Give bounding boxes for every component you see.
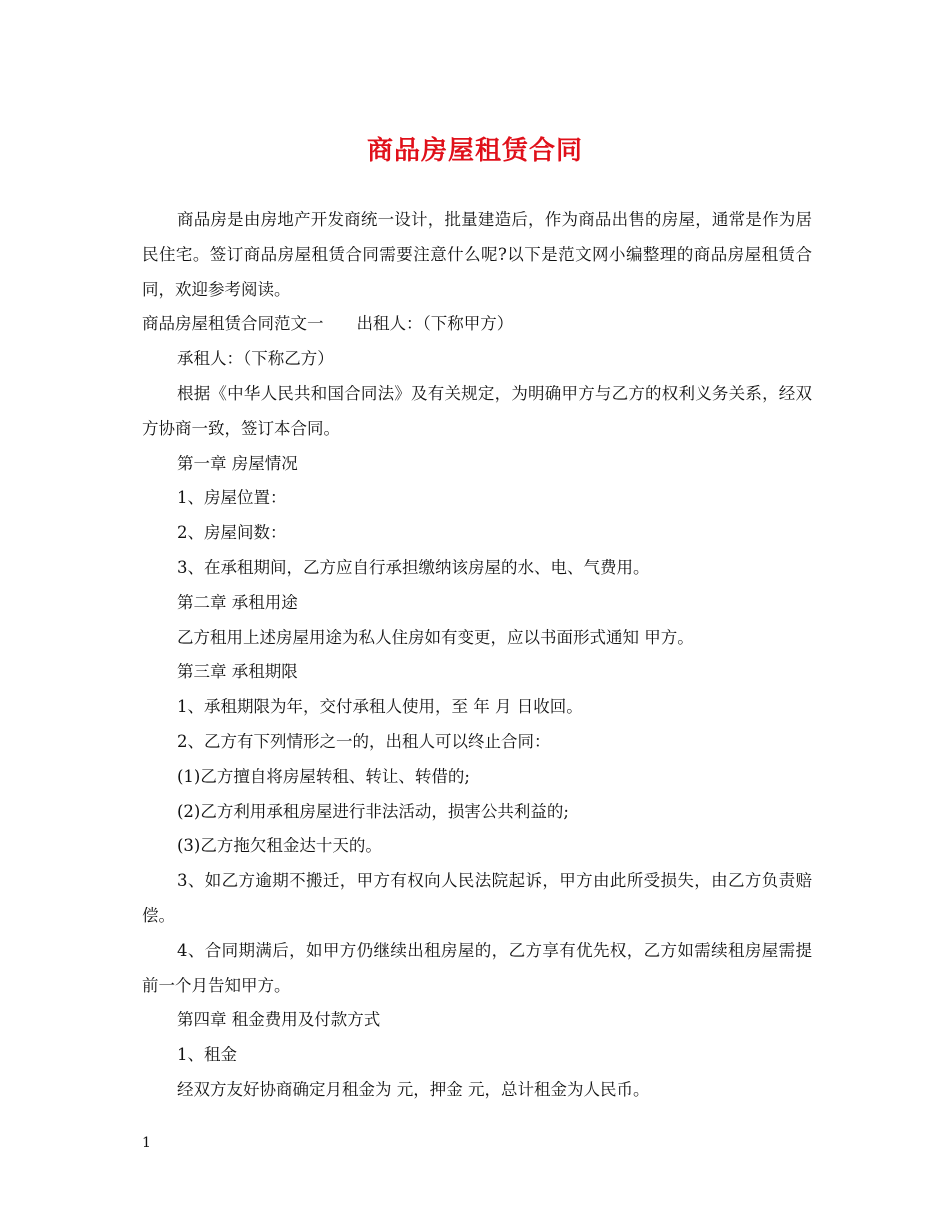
document-body (142, 203, 812, 1108)
clause-3-2-item-1: (1)乙方擅自将房屋转租、转让、转借的; (177, 766, 470, 786)
intro-paragraph: 商品房是由房地产开发商统一设计，批量建造后，作为商品出售的房屋，通常是作为居民住宅。签订商品房屋租赁合同需要注意什么呢?以下是范文网小编整理的商品房屋租赁合同，欢迎参考阅读。 (142, 210, 812, 299)
page-number: 1 (142, 1135, 151, 1151)
chapter-4-heading: 第四章 租金费用及付款方式 (177, 1010, 381, 1030)
chapter-3-heading: 第三章 承租期限 (177, 662, 298, 682)
clause-3-1: 1、承租期限为年，交付承租人使用，至 年 月 日收回。 (177, 697, 583, 717)
clause-1-1: 1、房屋位置： (177, 488, 287, 508)
chapter-2-heading: 第二章 承租用途 (177, 592, 298, 612)
clause-1-2: 2、房屋间数： (177, 523, 287, 543)
document-title: 商品房屋租赁合同 (366, 136, 583, 166)
clause-3-2: 2、乙方有下列情形之一的，出租人可以终止合同： (177, 731, 551, 751)
sample-heading-lessor: 商品房屋租赁合同范文一 出租人：（下称甲方） (142, 314, 514, 334)
clause-3-2-item-2: (2)乙方利用承租房屋进行非法活动，损害公共利益的; (177, 801, 569, 821)
basis-paragraph: 根据《中华人民共和国合同法》及有关规定，为明确甲方与乙方的权利义务关系，经双方协商一致，签订本合同。 (142, 383, 812, 438)
chapter-1-heading: 第一章 房屋情况 (177, 453, 298, 473)
clause-1-3: 3、在承租期间，乙方应自行承担缴纳该房屋的水、电、气费用。 (177, 557, 650, 577)
clause-4-1-text: 经双方友好协商确定月租金为 元，押金 元，总计租金为人民币。 (177, 1079, 650, 1099)
clause-3-3: 3、如乙方逾期不搬迁，甲方有权向人民法院起诉，甲方由此所受损失，由乙方负责赔偿。 (142, 871, 812, 925)
clause-3-2-item-3: (3)乙方拖欠租金达十天的。 (177, 836, 382, 856)
clause-2-1: 乙方租用上述房屋用途为私人住房如有变更，应以书面形式通知 甲方。 (177, 627, 694, 647)
clause-4-1: 1、租金 (177, 1045, 237, 1065)
clause-3-4: 4、合同期满后，如甲方仍继续出租房屋的，乙方享有优先权，乙方如需续租房屋需提前一个月告知甲方。 (142, 940, 812, 995)
lessee-line: 承租人：（下称乙方） (177, 349, 334, 369)
